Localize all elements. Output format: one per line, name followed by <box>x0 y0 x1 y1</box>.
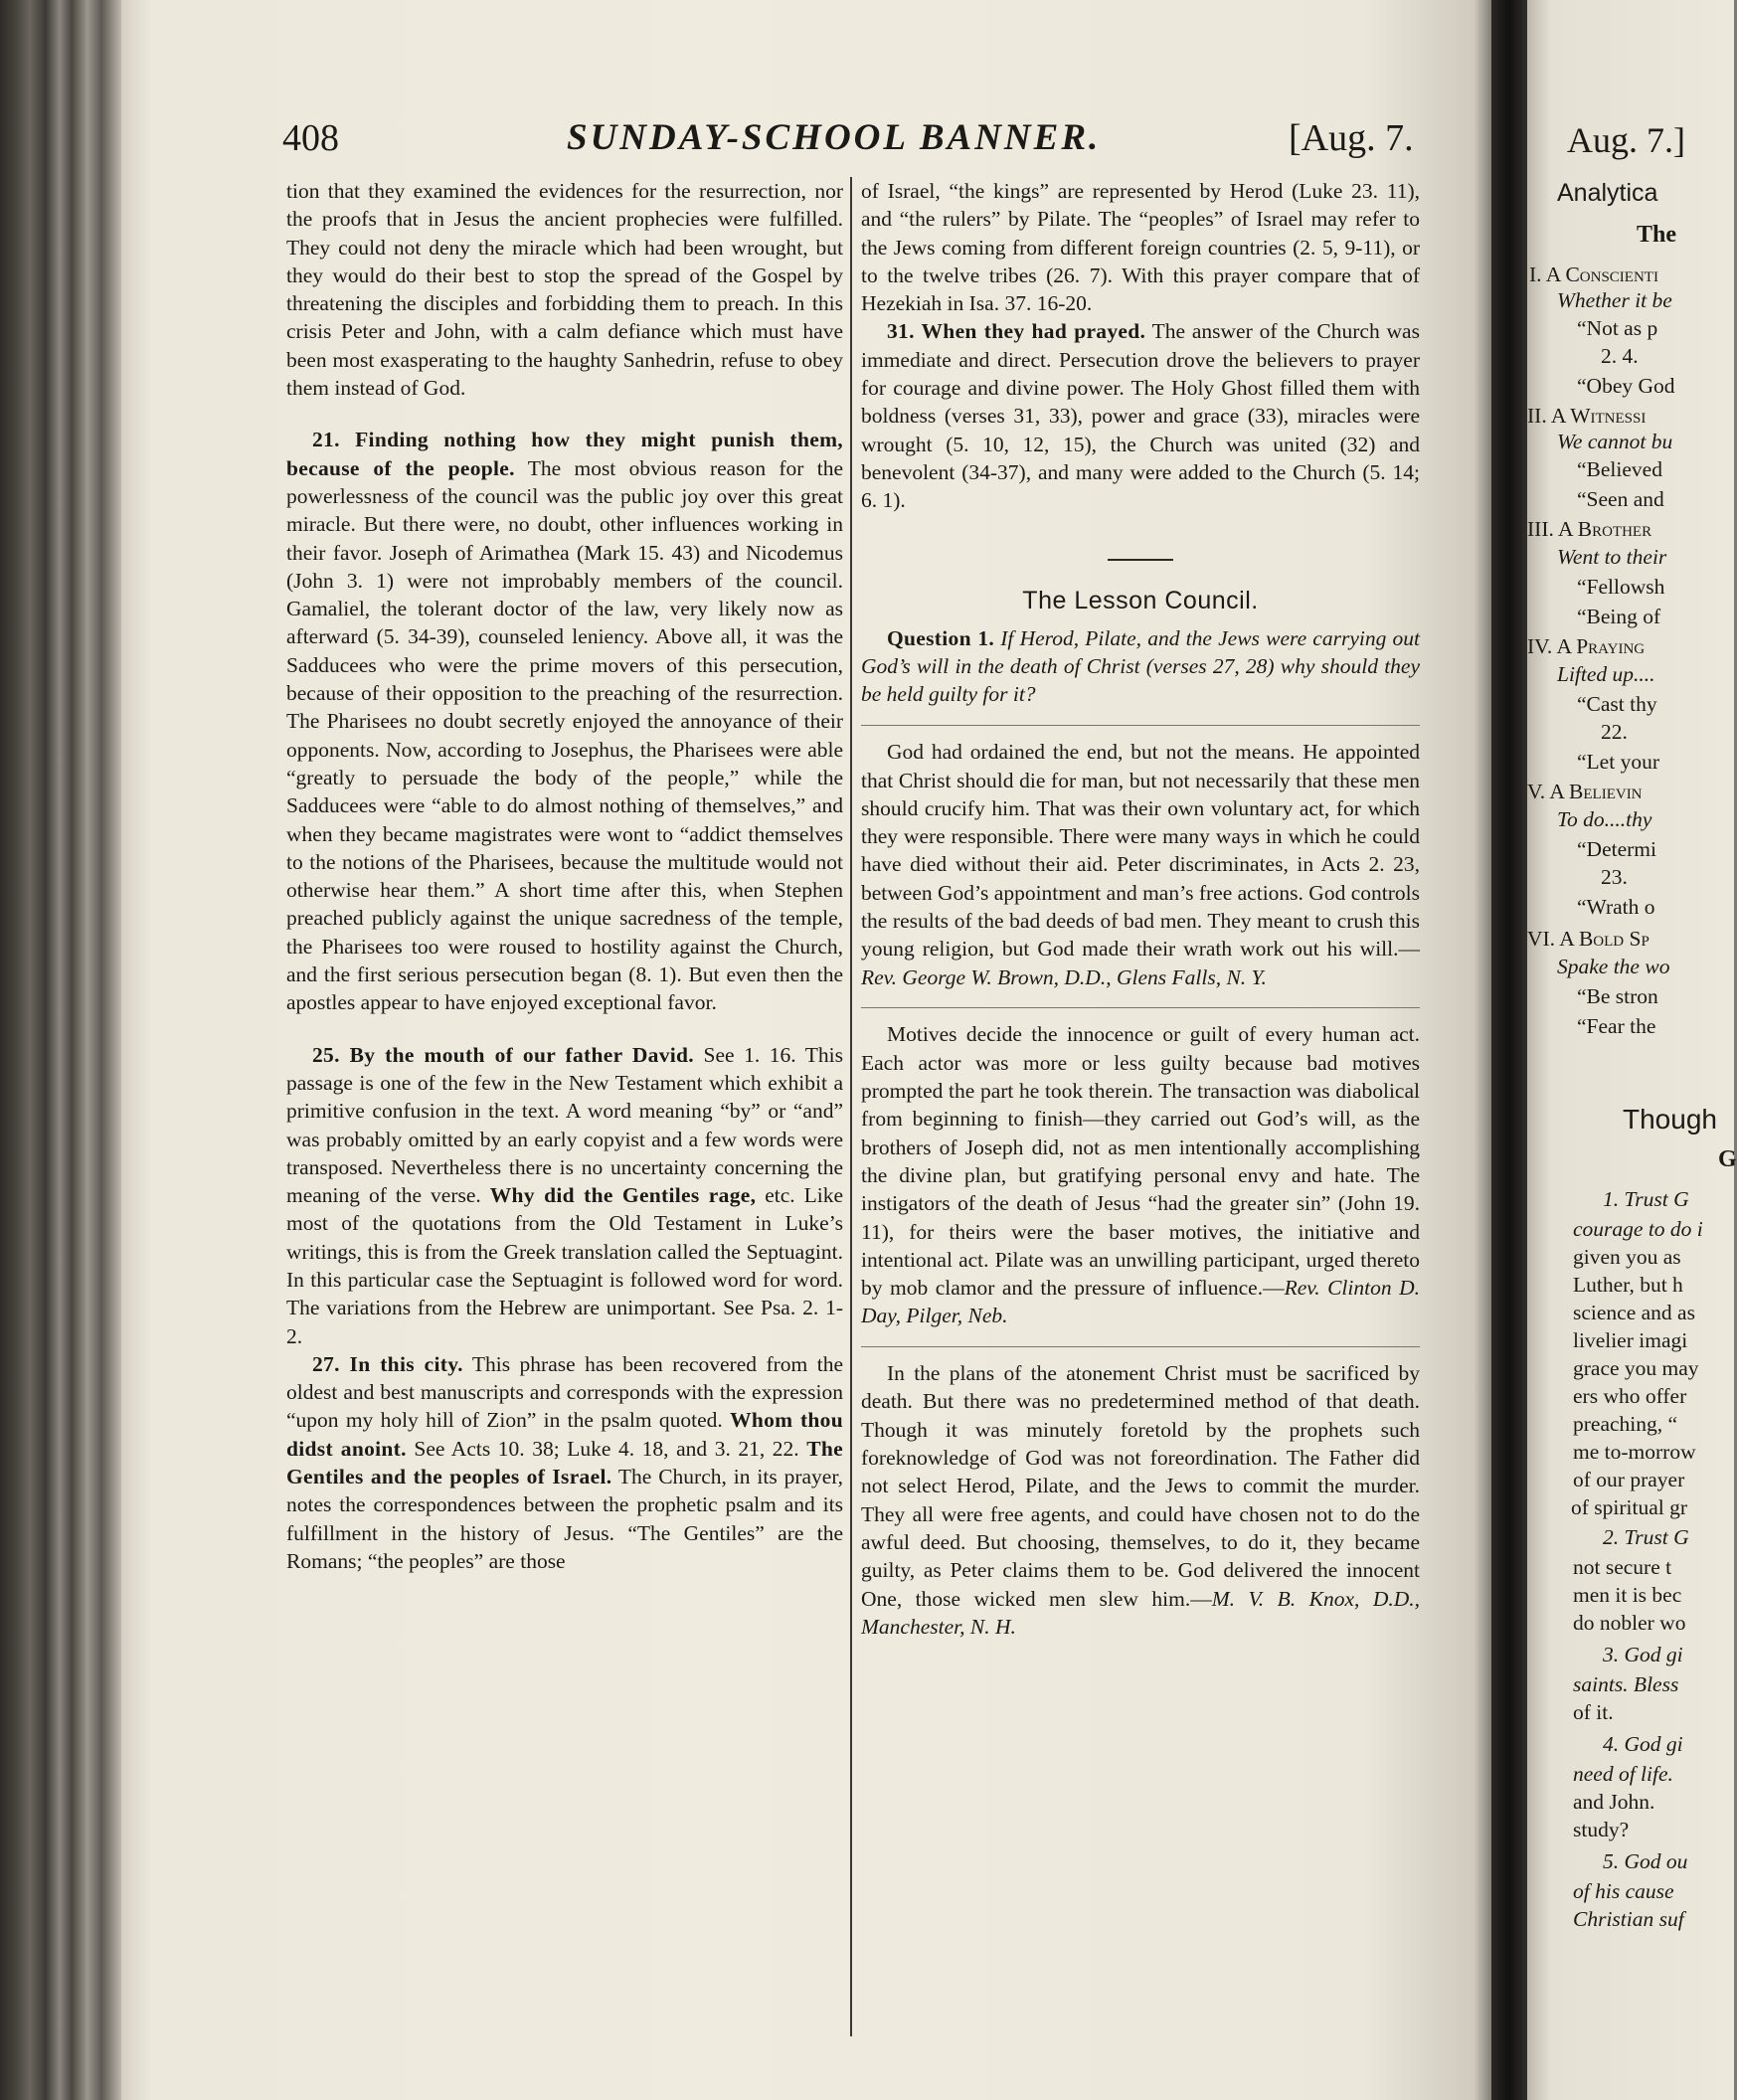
facing-line: do nobler wo <box>1573 1611 1686 1635</box>
question-1 <box>861 624 1420 709</box>
answer-body: God had ordained the end, but not the means. He appointed that Christ should die for man, but not necessarily that these men should crucify him. That was their own voluntary act, for which they were responsible. There were many ways in which he could have died without their aid. Peter discriminates, in Acts 2. 23, between God’s appointment and man’s free actions. God controls the results of the bad deeds of bad men. They meant to crush this young religion, but God made their wrath work out his will.— <box>861 740 1420 962</box>
note-21 <box>286 426 843 1016</box>
facing-line: The <box>1637 222 1677 248</box>
note-heading: 27. In this city. <box>312 1351 463 1376</box>
facing-line: 4. God gi <box>1603 1732 1683 1756</box>
note-25 <box>286 1041 843 1350</box>
facing-line: livelier imagi <box>1573 1328 1688 1352</box>
note-body: The Church, in its prayer, notes the correspondences between the prophetic psalm and its fulfillment in the history of Jesus. “The Gentiles” are the Romans; “the peoples” are those <box>286 1465 843 1573</box>
running-title: SUNDAY-SCHOOL BANNER. <box>567 117 1102 158</box>
question-text: If Herod, Pilate, and the Jews were carrying out God’s will in the death of Christ (verses 27, 28) why should they be held guilty for it? <box>861 625 1421 707</box>
facing-line: not secure t <box>1573 1555 1672 1579</box>
facing-line: Lifted up.... <box>1557 662 1655 686</box>
facing-line: “Wrath o <box>1577 895 1655 919</box>
facing-line: given you as <box>1573 1245 1681 1269</box>
facing-line: Analytica <box>1557 179 1658 207</box>
answer-divider <box>861 1346 1420 1348</box>
facing-line: 2. Trust G <box>1603 1525 1689 1549</box>
facing-line: need of life. <box>1573 1762 1673 1786</box>
facing-line: “Be stron <box>1577 984 1658 1008</box>
facing-line: Though <box>1623 1104 1717 1135</box>
facing-line: science and as <box>1573 1301 1695 1324</box>
facing-line: Spake the wo <box>1557 955 1670 978</box>
note-heading: 31. When they had prayed. <box>887 319 1146 344</box>
facing-line: of our prayer <box>1573 1468 1685 1491</box>
note-heading: 25. By the mouth of our father David. <box>312 1042 694 1067</box>
facing-line: Whether it be <box>1557 288 1672 312</box>
facing-line: “Seen and <box>1577 487 1664 511</box>
paragraph-continuation: tion that they examined the evidences for the resurrection, nor the proofs that in Jesus the ancient prophecies were fulfilled. They could not deny the miracle which had been wrought, but they would do their best to stop the spread of the Gospel by threatening the disciples and forbidding them to preach. In this crisis Peter and John, with a calm defiance which must have been most exasperating to the haughty Sanhedrin, refuse to obey them instead of God. <box>286 179 843 401</box>
facing-line: To do....thy <box>1557 807 1652 831</box>
facing-line: ers who offer <box>1573 1384 1687 1408</box>
facing-line: We cannot bu <box>1557 430 1673 453</box>
left-column <box>286 177 843 1575</box>
section-rule <box>1108 559 1173 561</box>
column-divider <box>850 177 852 2036</box>
note-subheading: Whom thou didst anoint. <box>286 1408 843 1461</box>
note-body: This phrase has been recovered from the oldest and best manuscripts and corresponds with the expression “upon my holy hill of Zion” in the psalm quoted. <box>286 1351 843 1433</box>
answer-divider <box>861 1007 1420 1009</box>
facing-line: IV. A Praying <box>1527 634 1646 658</box>
facing-line: VI. A Bold Sp <box>1527 927 1650 951</box>
facing-line: Luther, but h <box>1573 1273 1683 1297</box>
facing-line: “Being of <box>1577 605 1661 628</box>
facing-line: III. A Brother <box>1527 517 1652 541</box>
facing-line: “Determi <box>1577 837 1656 861</box>
note-27 <box>286 1350 843 1575</box>
answer-2 <box>861 1020 1420 1329</box>
note-subheading: Why did the Gentiles rage, <box>489 1183 757 1208</box>
facing-line: and John. <box>1573 1790 1655 1814</box>
note-31 <box>861 317 1420 514</box>
facing-line: 22. <box>1601 720 1628 744</box>
facing-line: “Not as p <box>1577 316 1658 340</box>
facing-line: preaching, “ <box>1573 1412 1678 1436</box>
facing-line: saints. Bless <box>1573 1672 1679 1696</box>
facing-line: 2. 4. <box>1601 344 1639 368</box>
facing-line: “Cast thy <box>1577 692 1657 716</box>
facing-line: of it. <box>1573 1700 1614 1724</box>
facing-line: “Believed <box>1577 457 1662 481</box>
facing-line: 23. <box>1601 865 1628 889</box>
facing-line: Went to their <box>1557 545 1667 569</box>
answer-signature: M. V. B. Knox, D.D., Manchester, N. H. <box>861 1586 1420 1639</box>
facing-line: G <box>1718 1146 1737 1172</box>
answer-3 <box>861 1359 1420 1641</box>
facing-line: II. A Witnessi <box>1527 404 1647 428</box>
facing-line: grace you may <box>1573 1356 1699 1380</box>
facing-line: of spiritual gr <box>1571 1495 1688 1519</box>
facing-line: “Fear the <box>1577 1014 1656 1038</box>
note-body: The answer of the Church was immediate and direct. Persecution drove the believers to prayer for courage and divine power. The Holy Ghost filled them with boldness (verses 31, 33), power and grace (33), miracles were wrought (5. 10, 12, 15), the Church was united (32) and benevolent (34-37), and many were added to the Church (5. 14; 6. 1). <box>861 319 1420 513</box>
note-subheading: The Gentiles and the peoples of Israel. <box>286 1436 843 1489</box>
facing-line: “Fellowsh <box>1577 575 1665 599</box>
book-spine-edge <box>0 0 121 2100</box>
facing-line: 1. Trust G <box>1603 1187 1689 1211</box>
question-label: Question 1. <box>887 625 995 650</box>
facing-line: “Let your <box>1577 750 1659 774</box>
paragraph-continuation: of Israel, “the kings” are represented by Herod (Luke 23. 11), and “the rulers” by Pilate. The “peoples” of Israel may refer to the Jews coming from different foreign countries (2. 5, 9-11), or to the twelve tribes (26. 7). With this prayer compare that of Hezekiah in Isa. 37. 16-20. <box>861 179 1420 316</box>
facing-line: Christian suf <box>1573 1907 1684 1931</box>
facing-line: of his cause <box>1573 1879 1674 1903</box>
page-number: 408 <box>282 117 339 159</box>
answer-body: In the plans of the atonement Christ must be sacrificed by death. But there was no predetermined method of that death. Though it was minutely foretold by the prophets such foreknowledge of God was not foreordination. The Father did not select Herod, Pilate, and the Jews to commit the murder. They all were free agents, and could have chosen not to do the awful deed. But choosing, themselves, to do it, they became guilty, as Peter claims them to be. God delivered the innocent One, those wicked men slew him.— <box>861 1361 1420 1611</box>
facing-line: men it is bec <box>1573 1583 1682 1607</box>
answer-signature: Rev. George W. Brown, D.D., Glens Falls, N. Y. <box>861 964 1267 989</box>
section-title: The Lesson Council. <box>1022 586 1259 614</box>
note-body: etc. Like most of the quotations from the Old Testament in Luke’s writings, this is from the Greek translation called the Septuagint. In this particular case the Septuagint is followed word for word. The variations from the Hebrew are unimportant. See Psa. 2. 1-2. <box>286 1183 843 1348</box>
facing-line: V. A Believin <box>1527 780 1643 803</box>
note-body: The most obvious reason for the powerlessness of the council was the public joy over this great miracle. But there were, no doubt, other influences working in their favor. Joseph of Arimathea (Mark 15. 43) and Nicodemus (John 3. 1) were not improbably members of the council. Gamaliel, the tolerant doctor of the law, very likely now as afterward (5. 34-39), counseled leniency. Above all, it was the Sadducees who were the prime movers of this persecution, because of their opposition to the preaching of the resurrection. The Pharisees no doubt secretly enjoyed the annoyance of their opponents. Now, according to Josephus, the Pharisees were able “greatly to persuade the body of the people,” while the Sadducees were “able to do almost nothing of themselves,” and when they became magistrates were wont to “addict themselves to the notions of the Pharisees, because the multitude would not otherwise hear them.” A short time after this, when Stephen preached publicly against the unique sacredness of the temple, the Pharisees too were roused to hostility against the Church, and the first serious persecution began (8. 1). But even then the apostles appear to have enjoyed exceptional favor. <box>286 455 844 1015</box>
answer-divider <box>861 725 1420 727</box>
note-body: See 1. 16. This passage is one of the few in the New Testament which exhibit a primitive confusion in the text. A word meaning “by” or “and” was probably omitted by an early copyist and a few words were transposed. Nevertheless there is no uncertainty concerning the meaning of the verse. <box>286 1042 843 1208</box>
answer-1 <box>861 738 1420 991</box>
facing-line: study? <box>1573 1818 1630 1841</box>
facing-page <box>1527 0 1737 2100</box>
book-gutter <box>1491 0 1531 2100</box>
right-column <box>861 177 1420 1641</box>
facing-line: “Obey God <box>1577 374 1675 398</box>
answer-signature: Rev. Clinton D. Day, Pilger, Neb. <box>861 1276 1420 1328</box>
note-body: See Acts 10. 38; Luke 4. 18, and 3. 21, 22. <box>414 1436 799 1461</box>
facing-line: 5. God ou <box>1603 1849 1688 1873</box>
facing-line: me to-morrow <box>1573 1440 1696 1464</box>
note-heading: 21. Finding nothing how they might punish them, because of the people. <box>286 428 843 480</box>
facing-line: courage to do i <box>1573 1217 1703 1241</box>
running-date: [Aug. 7. <box>1289 117 1414 159</box>
facing-line: I. A Conscienti <box>1529 262 1658 286</box>
facing-line: 3. God gi <box>1603 1643 1683 1666</box>
facing-page-date: Aug. 7.] <box>1567 120 1685 160</box>
answer-body: Motives decide the innocence or guilt of every human act. Each actor was more or less guilty because bad motives prompted the part he took therein. The transaction was diabolical from beginning to finish—they carried out God’s will, as the brothers of Joseph did, not as men intentionally accomplishing the divine plan, but gratifying personal envy and hate. The instigators of the death of Jesus “had the greater sin” (John 19. 11), for theirs were the baser motives, the initiative and intentional act. Pilate was an unwilling participant, urged thereto by mob clamor and the pressure of influence.— <box>861 1022 1420 1301</box>
